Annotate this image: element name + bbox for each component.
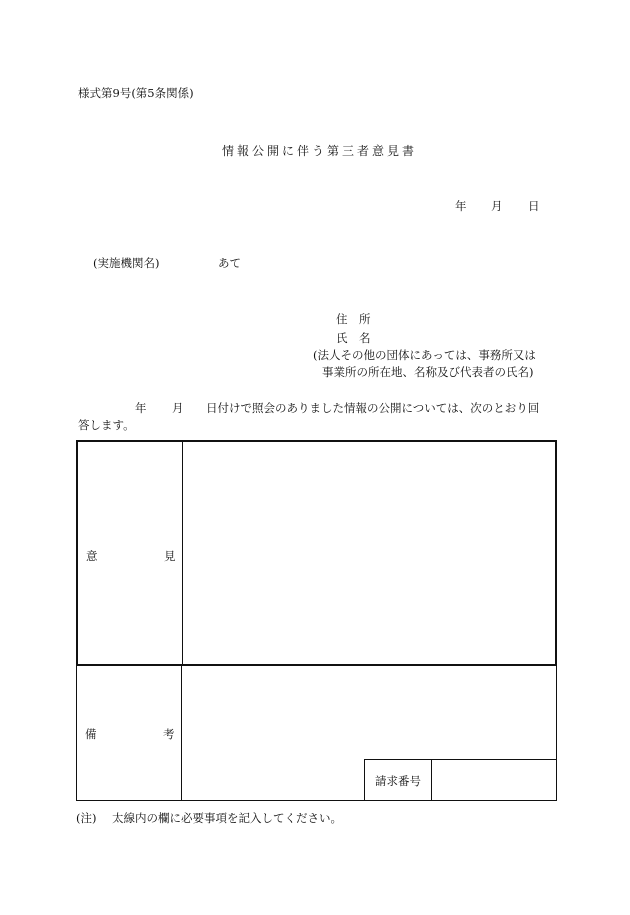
remarks-label-char1: 備 [85, 727, 97, 741]
addressee-suffix: あて [218, 256, 241, 270]
remarks-column-divider [181, 666, 182, 800]
date-year-label: 年 [455, 199, 467, 213]
opinion-column-divider [182, 442, 183, 664]
request-number-label: 請求番号 [375, 774, 421, 788]
remarks-row [76, 666, 557, 801]
remarks-label-char2: 考 [163, 727, 175, 741]
opinion-input-area[interactable] [184, 444, 553, 662]
opinion-form-table [76, 440, 556, 800]
agency-name-label: (実施機関名) [93, 256, 160, 270]
corporation-note-line1: (法人その他の団体にあっては、事務所又は [313, 348, 536, 362]
corporation-note-line2: 事業所の所在地、名称及び代表者の氏名) [322, 365, 534, 379]
remarks-input-area[interactable] [183, 666, 556, 759]
body-year-label: 年 [135, 401, 147, 415]
body-text-line1: 日付けで照会のありました情報の公開については、次のとおり回 [206, 401, 540, 415]
body-text-line2: 答します。 [78, 418, 135, 432]
note-label: (注) [76, 811, 97, 825]
opinion-label-char1: 意 [86, 549, 98, 563]
name-label: 氏 名 [336, 331, 371, 345]
opinion-label-char2: 見 [164, 549, 176, 563]
date-day-label: 日 [528, 199, 540, 213]
opinion-row [76, 440, 557, 666]
document-title: 情報公開に伴う第三者意見書 [222, 144, 418, 158]
request-number-cell [364, 759, 557, 800]
address-label: 住 所 [336, 312, 371, 326]
date-month-label: 月 [491, 199, 503, 213]
note-text: 太線内の欄に必要事項を記入してください。 [112, 811, 342, 825]
body-month-label: 月 [172, 401, 184, 415]
request-number-divider [431, 760, 432, 800]
request-number-field[interactable] [433, 760, 557, 800]
form-number: 様式第9号(第5条関係) [78, 86, 194, 100]
